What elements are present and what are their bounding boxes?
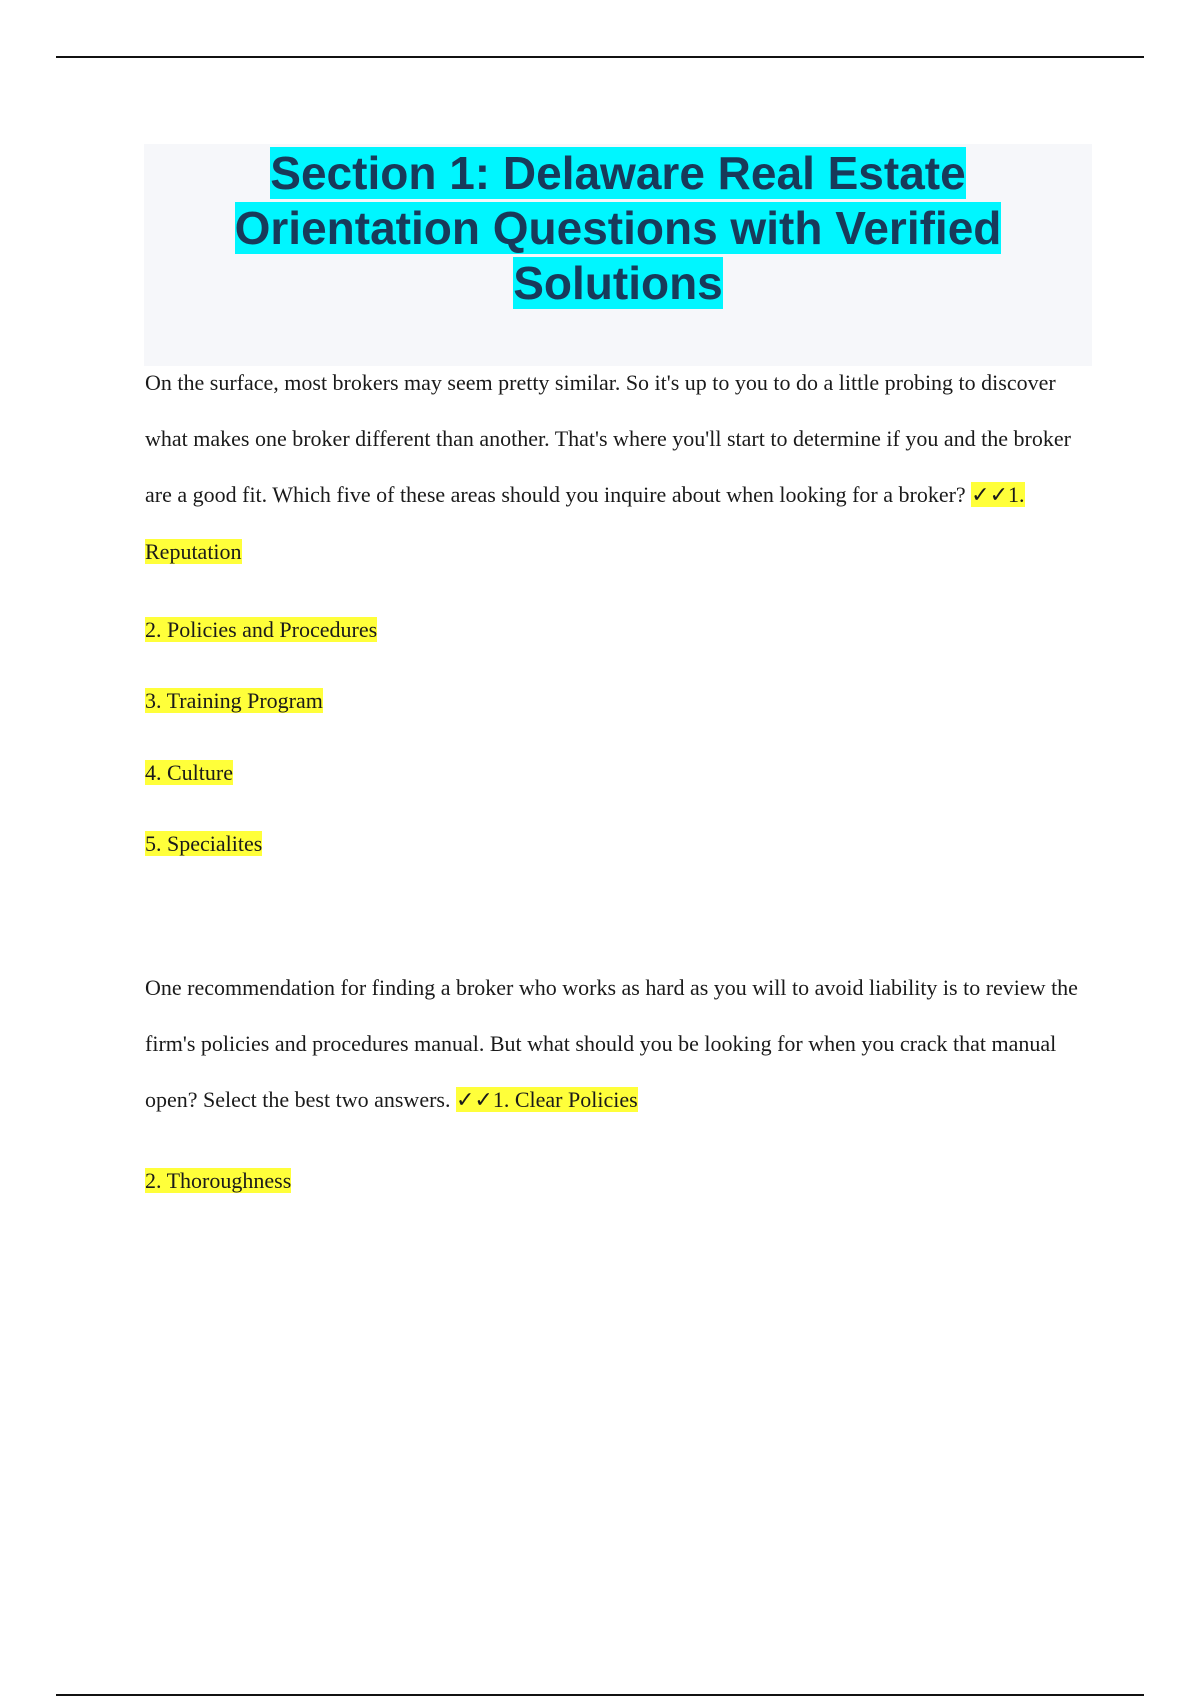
check-mark-icon: ✓✓ bbox=[971, 483, 1009, 508]
question-1-answer-5 bbox=[145, 829, 262, 859]
question-2-answer-highlight bbox=[456, 1087, 638, 1112]
document-title bbox=[144, 146, 1092, 311]
question-2-body: One recommendation for finding a broker who works as hard as you will to avoid liability is to review the firm's policies and procedures manual. But what should you be looking for when you crack that manual open? Select the best two answers. bbox=[145, 975, 1078, 1112]
title-highlight: Section 1: Delaware Real Estate Orientation Questions with Verified Solutions bbox=[234, 147, 1002, 309]
question-1-answer-3 bbox=[145, 686, 323, 716]
check-mark-icon: ✓✓ bbox=[455, 1088, 493, 1113]
question-1-text bbox=[145, 355, 1090, 580]
question-1-answer-4 bbox=[145, 758, 233, 788]
question-1-answer-2 bbox=[145, 615, 377, 645]
answer-highlight: 3. Training Program bbox=[145, 688, 323, 713]
header-rule bbox=[56, 56, 1144, 58]
answer-highlight: 2. Policies and Procedures bbox=[145, 617, 378, 642]
answer-highlight: 4. Culture bbox=[145, 760, 233, 785]
footer-rule bbox=[56, 1694, 1144, 1696]
question-1-body: On the surface, most brokers may seem pretty similar. So it's up to you to do a little probing to discover what makes one broker different than another. That's where you'll start to determine if you and the broker are a good fit. Which five of these areas should you inquire about when looking for a broker? bbox=[145, 370, 1071, 507]
answer-highlight: 5. Specialites bbox=[145, 831, 263, 856]
question-2-answer-1: 1. Clear Policies bbox=[492, 1087, 638, 1112]
question-2-text bbox=[145, 960, 1090, 1129]
question-2-answer-2 bbox=[145, 1166, 291, 1196]
answer-highlight: 2. Thoroughness bbox=[145, 1168, 292, 1193]
question-1-answer-1: 1. Reputation bbox=[145, 482, 1025, 564]
